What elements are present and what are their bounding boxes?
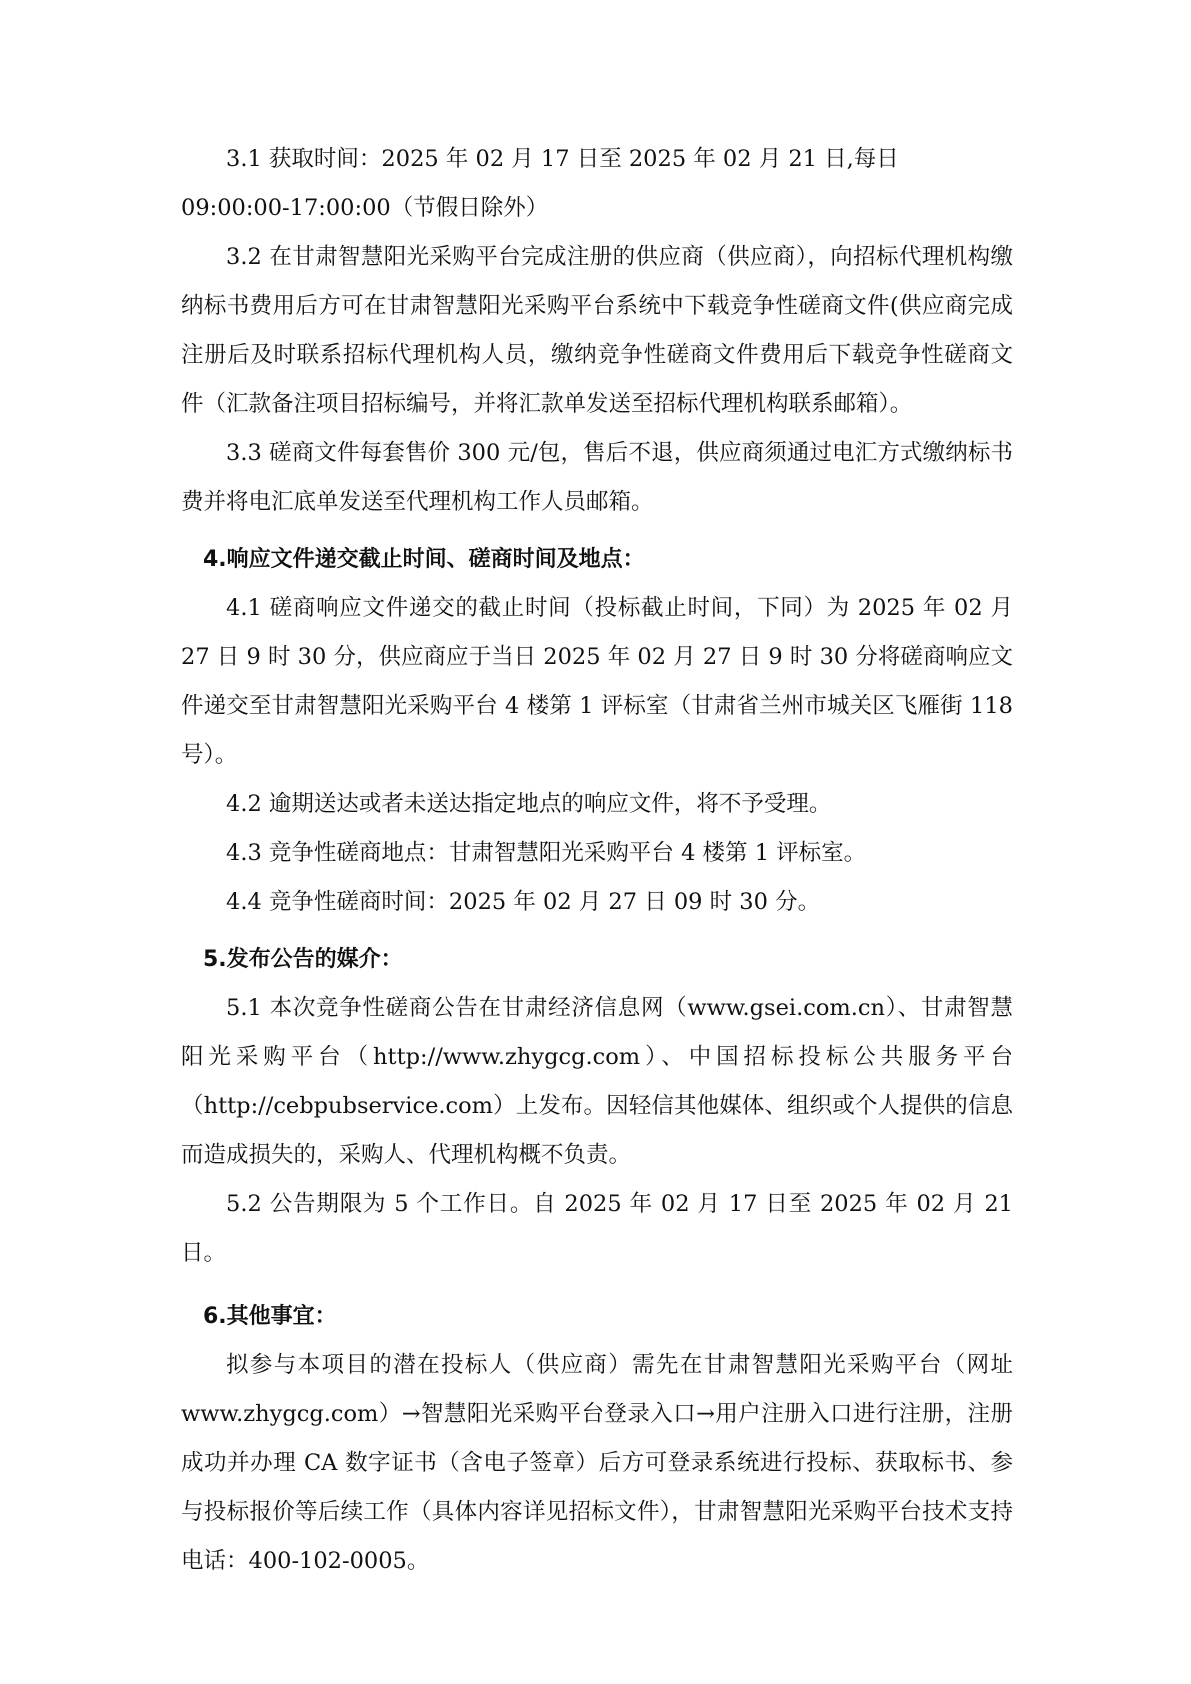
section-6-heading: 6.其他事宜： — [203, 1304, 337, 1329]
section-5-heading: 5.发布公告的媒介： — [203, 947, 403, 972]
paragraph-4-1: 4.1 磋商响应文件递交的截止时间（投标截止时间，下同）为 2025 年 02 月 27 日 9 时 30 分，供应商应于当日 2025 年 02 月 27 日 9 时 30 分将磋商响应文件递交至甘肃智慧阳光采购平台 4 楼第 1 评标室（甘肃省兰州市城关区飞雁街 118 号）。 — [181, 595, 1013, 768]
paragraph-4-3: 4.3 竞争性磋商地点：甘肃智慧阳光采购平台 4 楼第 1 评标室。 — [226, 840, 867, 866]
paragraph-4-2: 4.2 逾期送达或者未送达指定地点的响应文件，将不予受理。 — [226, 791, 832, 817]
paragraph-3-1-line1: 3.1 获取时间：2025 年 02 月 17 日至 2025 年 02 月 21 日,每日 — [226, 146, 899, 172]
paragraph-3-3: 3.3 磋商文件每套售价 300 元/包，售后不退，供应商须通过电汇方式缴纳标书费并将电汇底单发送至代理机构工作人员邮箱。 — [181, 440, 1013, 515]
paragraph-3-1-line2: 09:00:00-17:00:00（节假日除外） — [181, 195, 549, 221]
section-4-heading: 4.响应文件递交截止时间、磋商时间及地点： — [203, 547, 645, 572]
paragraph-3-2: 3.2 在甘肃智慧阳光采购平台完成注册的供应商（供应商），向招标代理机构缴纳标书费用后方可在甘肃智慧阳光采购平台系统中下载竞争性磋商文件(供应商完成注册后及时联系招标代理机构人员，缴纳竞争性磋商文件费用后下载竞争性磋商文件（汇款备注项目招标编号，并将汇款单发送至招标代理机构联系邮箱）。 — [181, 244, 1013, 417]
paragraph-5-1: 5.1 本次竞争性磋商公告在甘肃经济信息网（www.gsei.com.cn）、甘肃智慧阳光采购平台（http://www.zhygcg.com）、中国招标投标公共服务平台（http://cebpubservice.com）上发布。因轻信其他媒体、组织或个人提供的信息而造成损失的，采购人、代理机构概不负责。 — [181, 995, 1013, 1168]
paragraph-5-2: 5.2 公告期限为 5 个工作日。自 2025 年 02 月 17 日至 2025 年 02 月 21 日。 — [181, 1191, 1013, 1266]
paragraph-6-1: 拟参与本项目的潜在投标人（供应商）需先在甘肃智慧阳光采购平台（网址 www.zhygcg.com）→智慧阳光采购平台登录入口→用户注册入口进行注册，注册成功并办理 CA 数字证书（含电子签章）后方可登录系统进行投标、获取标书、参与投标报价等后续工作（具体内容详见招标文件），甘肃智慧阳光采购平台技术支持电话：400-102-0005。 — [181, 1352, 1013, 1574]
document-body — [181, 135, 1013, 1586]
paragraph-4-4: 4.4 竞争性磋商时间：2025 年 02 月 27 日 09 时 30 分。 — [226, 889, 821, 915]
